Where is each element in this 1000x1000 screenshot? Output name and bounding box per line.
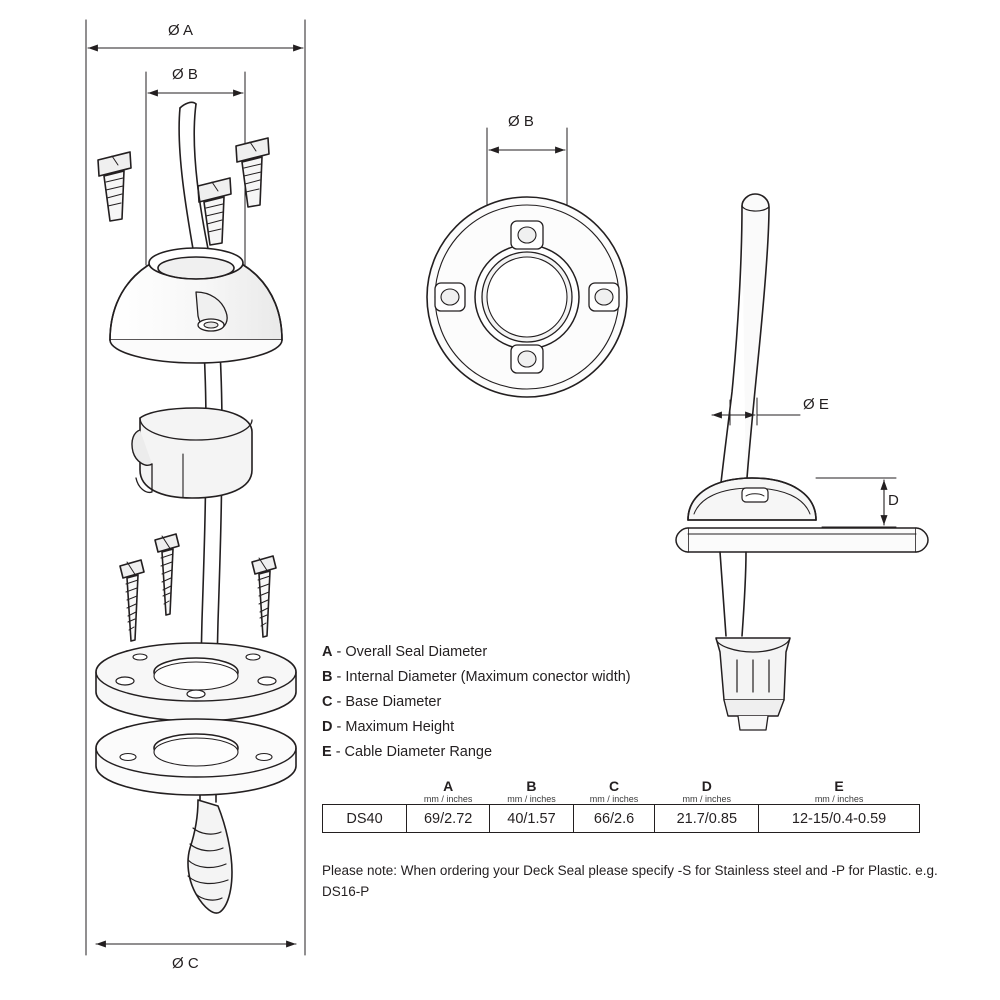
table-header-a: A (443, 778, 454, 794)
dimension-label-e: Ø E (803, 396, 829, 413)
dimension-label-d: D (888, 492, 899, 509)
table-units-row (323, 794, 920, 805)
legend-item (322, 640, 742, 665)
table-row (323, 805, 920, 833)
cell-b: 40/1.57 (490, 805, 573, 833)
cell-e: 12-15/0.4-0.59 (759, 805, 920, 833)
table-header-d: D (701, 778, 712, 794)
units-b: mm / inches (507, 794, 556, 804)
legend-text: - Base Diameter (336, 694, 442, 710)
units-d: mm / inches (682, 794, 732, 804)
table-header-e: E (834, 778, 844, 794)
legend-text: - Internal Diameter (Maximum conector width) (336, 669, 631, 685)
legend-key: C (322, 694, 333, 710)
table-header-model (323, 778, 407, 794)
legend-item (322, 715, 742, 740)
table-header-b: B (526, 778, 537, 794)
dimension-label-a: Ø A (168, 22, 194, 39)
legend-text: - Cable Diameter Range (335, 744, 493, 760)
units-c: mm / inches (589, 794, 639, 804)
specification-table (322, 778, 920, 833)
legend-key: E (322, 744, 332, 760)
units-e: mm / inches (814, 794, 864, 804)
dimension-label-b-plan: Ø B (508, 113, 534, 130)
cell-model: DS40 (323, 805, 407, 833)
units-blank (323, 794, 407, 805)
legend-key: A (322, 644, 333, 660)
dimension-label-c: Ø C (172, 955, 199, 972)
legend-text: - Overall Seal Diameter (336, 644, 488, 660)
table-header-row (323, 778, 920, 794)
units-a: mm / inches (423, 794, 473, 804)
legend (322, 640, 742, 765)
ordering-note: Please note: When ordering your Deck Seal please specify -S for Stainless steel and -P for Plastic. e.g. DS16-P (322, 863, 938, 899)
legend-item (322, 665, 742, 690)
cell-d: 21.7/0.85 (655, 805, 759, 833)
legend-text: - Maximum Height (336, 719, 455, 735)
cell-c: 66/2.6 (573, 805, 655, 833)
dimension-label-b-left: Ø B (172, 66, 198, 83)
legend-item (322, 690, 742, 715)
legend-item (322, 740, 742, 765)
table-header-c: C (608, 778, 620, 794)
cell-a: 69/2.72 (407, 805, 490, 833)
legend-key: D (322, 719, 333, 735)
legend-key: B (322, 669, 333, 685)
